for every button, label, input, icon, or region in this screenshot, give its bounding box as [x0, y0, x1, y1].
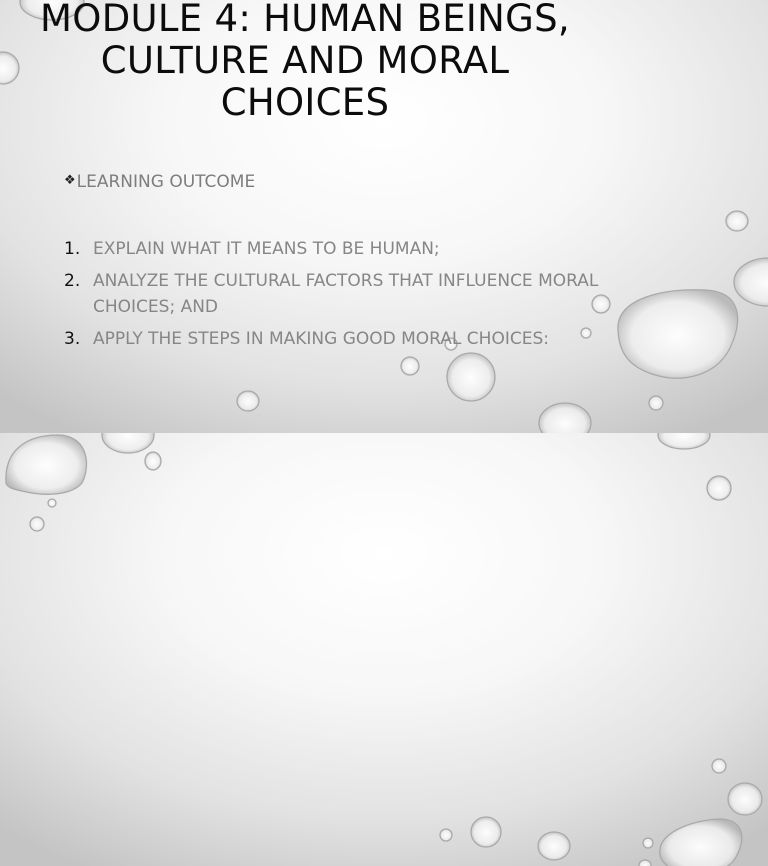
slide-2 [0, 433, 768, 866]
list-item [64, 326, 634, 352]
section-heading [64, 172, 255, 192]
list-item [64, 268, 634, 320]
list-item-number: 2. [64, 271, 81, 291]
slide-title: MODULE 4: HUMAN BEINGS, CULTURE AND MORAL CHOICES [40, 0, 570, 124]
list-item [64, 236, 634, 262]
list-item-number: 3. [64, 329, 81, 349]
list-item-text: ANALYZE THE CULTURAL FACTORS THAT INFLUENCE MORAL CHOICES; AND [93, 271, 599, 317]
list-item-text: APPLY THE STEPS IN MAKING GOOD MORAL CHOICES: [93, 329, 549, 349]
list-item-text: EXPLAIN WHAT IT MEANS TO BE HUMAN; [93, 239, 440, 259]
outcome-list [64, 236, 634, 358]
list-item-number: 1. [64, 239, 81, 259]
section-heading-label: LEARNING OUTCOME [76, 172, 256, 192]
diamond-bullet-icon: ❖ [64, 173, 76, 188]
water-droplets-decoration [0, 433, 768, 866]
